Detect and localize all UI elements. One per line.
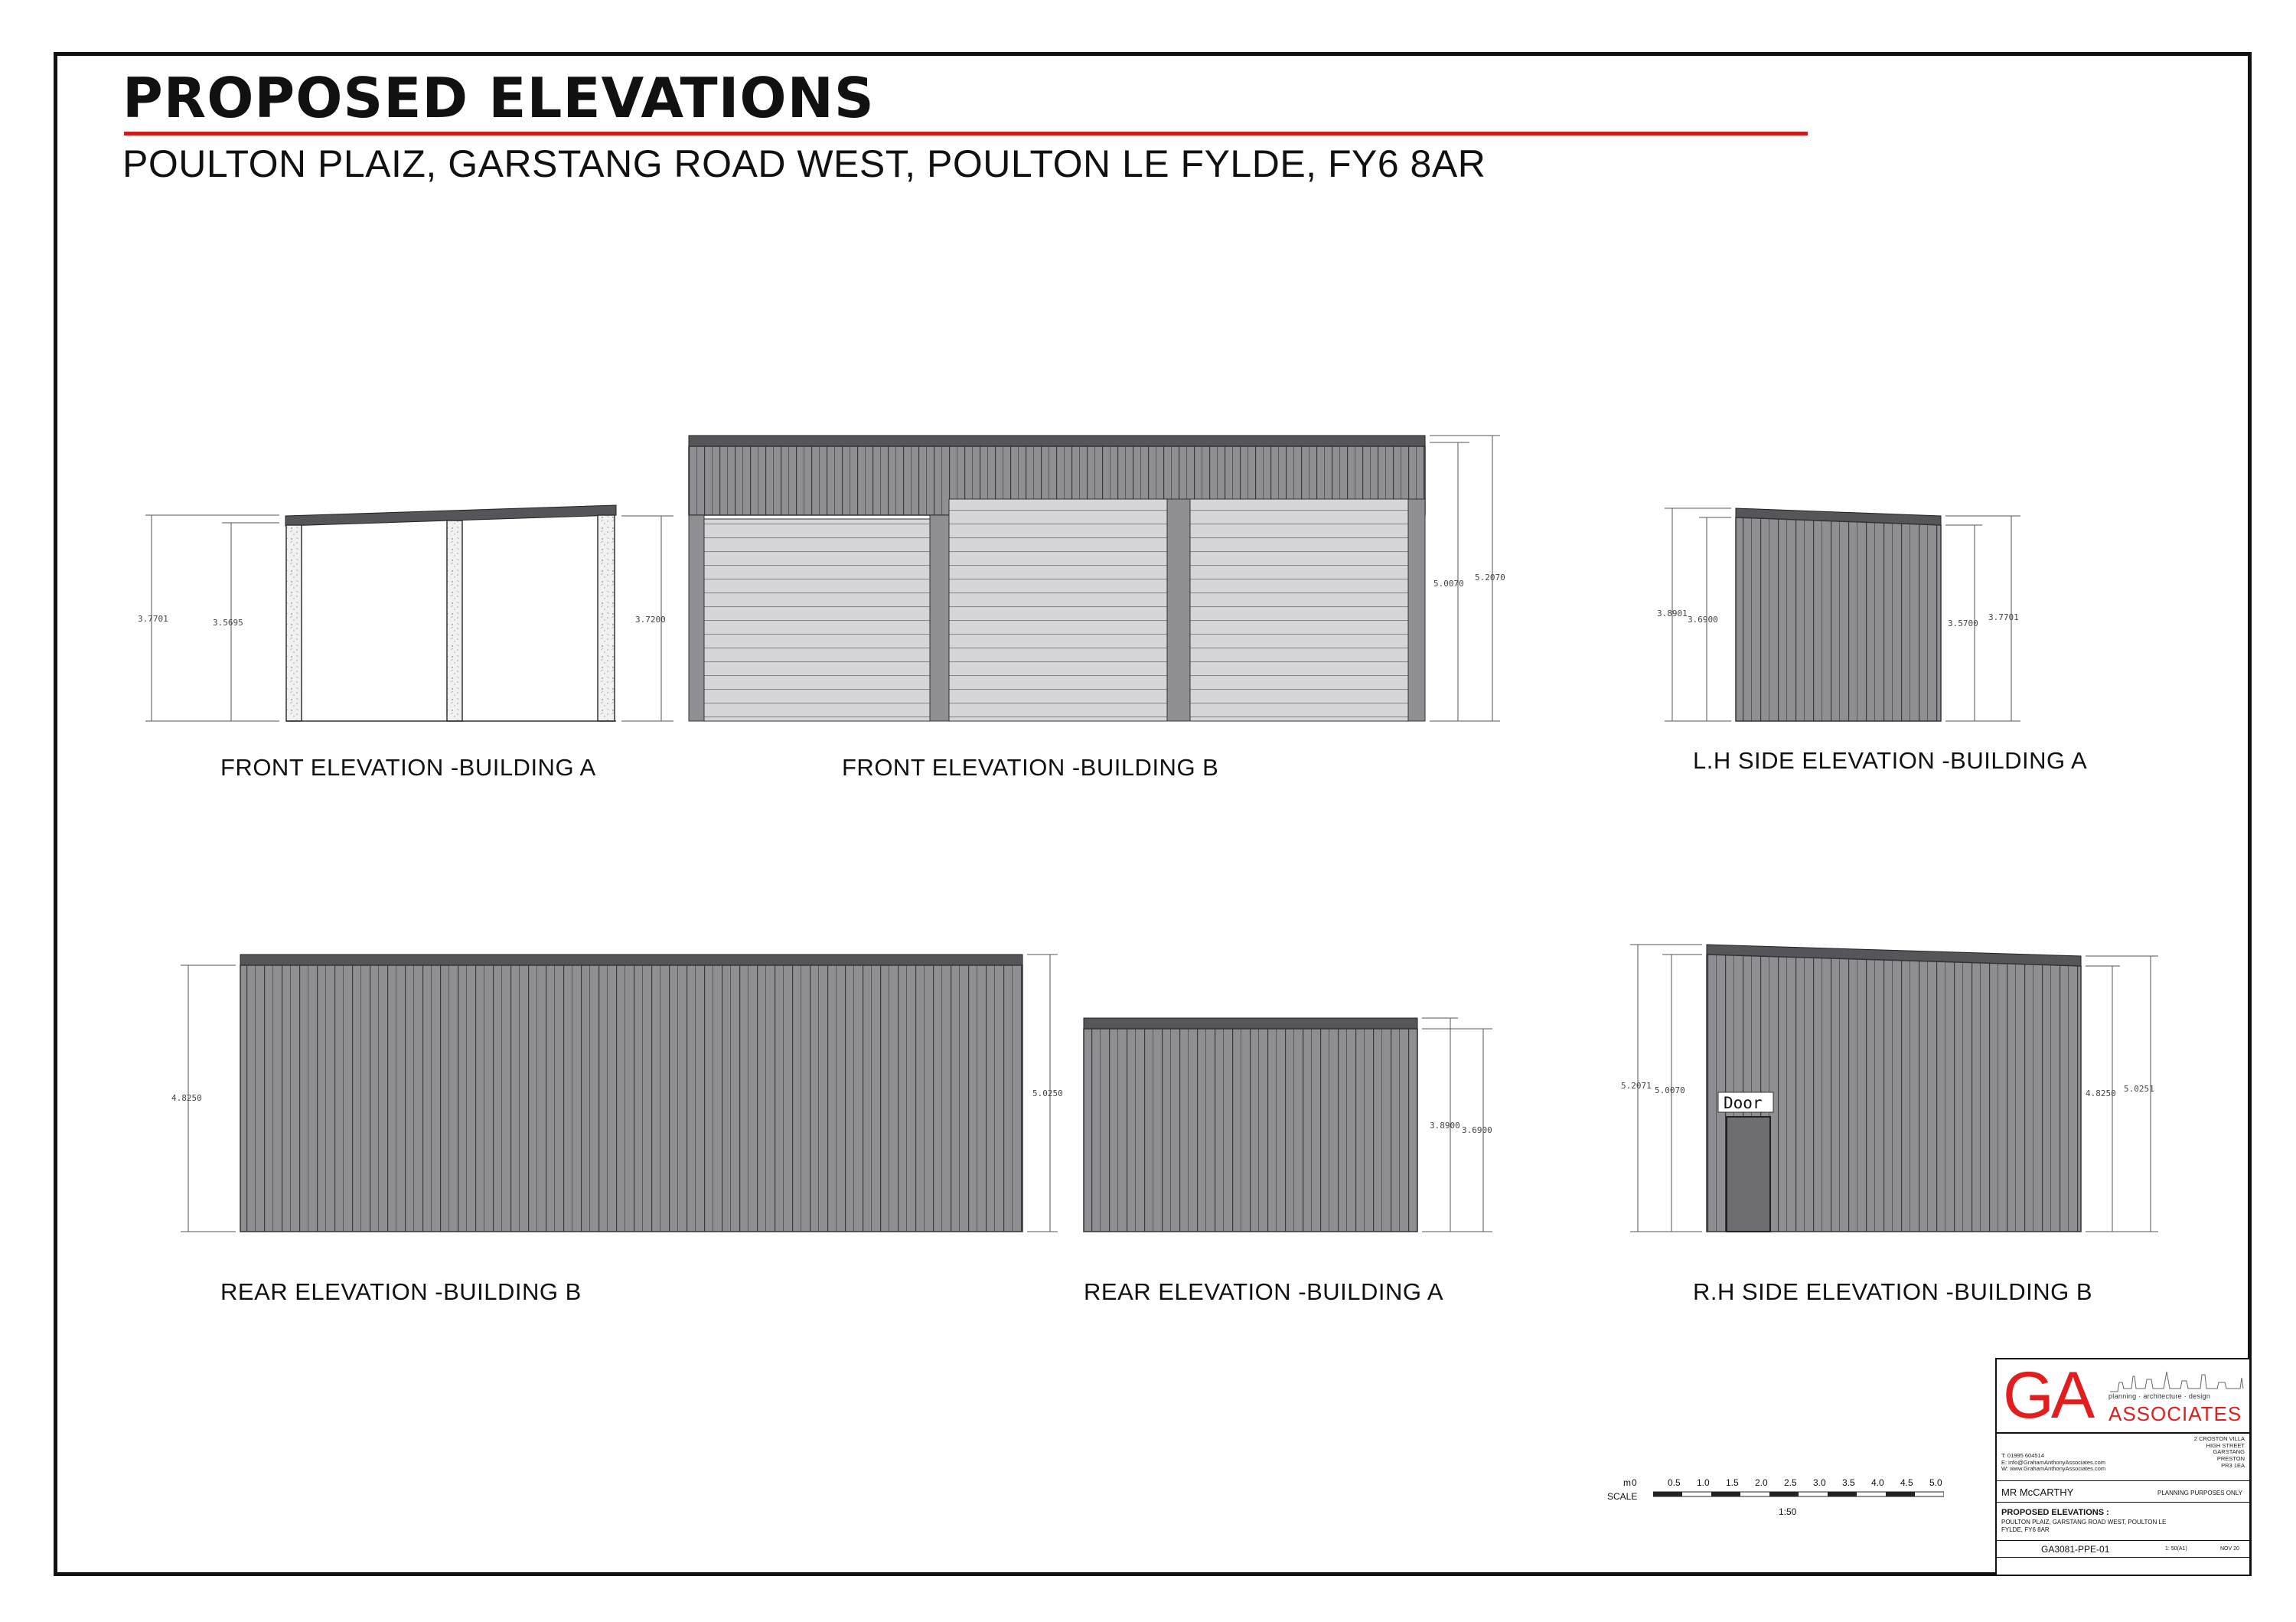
scale-ruler <box>1653 1490 1944 1499</box>
wall-cladding <box>1084 1029 1417 1232</box>
divider <box>1997 1480 2249 1481</box>
dimension-text: 5.0250 <box>1032 1088 1063 1098</box>
office-address: 2 CROSTON VILLA HIGH STREET GARSTANG PRESTON PR3 1EA <box>2193 1435 2245 1469</box>
divider <box>1997 1557 2249 1558</box>
logo-word: ASSOCIATES <box>2108 1402 2242 1425</box>
company-logo <box>1997 1359 2249 1434</box>
dimension-text: 5.2070 <box>1475 573 1505 583</box>
front-elevation-building-b <box>689 436 1505 721</box>
scale-unit: m <box>1623 1477 1631 1488</box>
dimension-text: 5.0251 <box>2124 1084 2154 1094</box>
scale-tick: 2.0 <box>1755 1477 1768 1488</box>
scale-tick: 0 <box>1632 1477 1637 1488</box>
elevation-label: REAR ELEVATION -BUILDING B <box>220 1278 582 1305</box>
rear-elevation-building-b <box>171 955 1063 1232</box>
column <box>1167 499 1190 721</box>
dimension-text: 3.5695 <box>213 618 243 628</box>
title-block <box>1995 1358 2251 1576</box>
front-elevation-building-a <box>138 505 673 721</box>
dimension-text: 3.7200 <box>635 615 666 625</box>
scale-bar <box>1607 1477 1959 1531</box>
dimension-text: 5.0070 <box>1655 1085 1685 1095</box>
dimension-text: 3.5700 <box>1948 618 1978 628</box>
skyline-icon <box>2110 1369 2245 1393</box>
dimension-text: 4.8250 <box>2086 1088 2116 1098</box>
rh-side-elevation-building-b <box>1621 945 2158 1232</box>
roof-fascia <box>689 436 1425 446</box>
column <box>930 515 949 721</box>
client-name: MR McCARTHY <box>2001 1487 2074 1498</box>
right-column <box>1408 499 1425 721</box>
roller-shutter <box>949 499 1167 721</box>
divider <box>1997 1540 2249 1541</box>
right-post <box>598 515 615 721</box>
dimension-text: 3.7701 <box>1988 612 2019 622</box>
elevation-label: FRONT ELEVATION -BUILDING B <box>842 754 1219 781</box>
dimension-text: 3.7701 <box>138 614 168 624</box>
left-column <box>689 515 704 721</box>
drawing-scale: 1: 50(A1) <box>2165 1546 2187 1552</box>
left-post <box>286 525 302 721</box>
divider <box>1997 1502 2249 1503</box>
door <box>1727 1117 1770 1232</box>
dimension-text: 3.8901 <box>1657 609 1688 618</box>
scale-ratio: 1:50 <box>1779 1506 1797 1517</box>
logo-letters: GA <box>2003 1359 2092 1432</box>
dimension-text: 5.0070 <box>1433 579 1464 589</box>
door-label: Door <box>1724 1094 1763 1112</box>
scale-tick: 1.0 <box>1697 1477 1710 1488</box>
dimension-text: 3.6900 <box>1688 615 1718 625</box>
scale-tick: 4.0 <box>1871 1477 1884 1488</box>
dimension-text: 3.8900 <box>1430 1121 1460 1131</box>
scale-word: SCALE <box>1607 1491 1638 1502</box>
drawing-address: POULTON PLAIZ, GARSTANG ROAD WEST, POULTON LE FYLDE, FY6 8AR <box>2001 1519 2167 1533</box>
scale-tick: 3.0 <box>1813 1477 1826 1488</box>
contact-details: T: 01995 604514 E: info@GrahamAnthonyAssociates.com W: www.GrahamAnthonyAssociates.com <box>2001 1452 2106 1473</box>
scale-tick: 1.5 <box>1726 1477 1739 1488</box>
elevation-label: REAR ELEVATION -BUILDING A <box>1084 1278 1444 1305</box>
dimension-text: 5.2071 <box>1621 1081 1652 1091</box>
dimension-text: 3.6900 <box>1462 1125 1492 1135</box>
drawing-title: PROPOSED ELEVATIONS : <box>2001 1508 2109 1517</box>
page-title: PROPOSED ELEVATIONS <box>122 66 875 130</box>
scale-tick: 2.5 <box>1784 1477 1797 1488</box>
rear-elevation-building-a <box>1084 1018 1492 1232</box>
wall-cladding <box>1736 517 1941 721</box>
dimension-text: 4.8250 <box>171 1093 202 1103</box>
site-address: POULTON PLAIZ, GARSTANG ROAD WEST, POULTON LE FYLDE, FY6 8AR <box>122 142 1486 185</box>
logo-tagline: planning · architecture · design <box>2108 1392 2211 1400</box>
scale-tick: 0.5 <box>1668 1477 1681 1488</box>
drawing-status: PLANNING PURPOSES ONLY <box>2157 1490 2242 1496</box>
elevation-label: R.H SIDE ELEVATION -BUILDING B <box>1693 1278 2093 1305</box>
scale-tick: 5.0 <box>1929 1477 1942 1488</box>
elevation-label: L.H SIDE ELEVATION -BUILDING A <box>1693 747 2088 774</box>
drawing-date: NOV 20 <box>2220 1546 2239 1552</box>
elevation-label: FRONT ELEVATION -BUILDING A <box>220 754 596 781</box>
scale-tick: 4.5 <box>1900 1477 1913 1488</box>
scale-tick: 3.5 <box>1842 1477 1855 1488</box>
drawing-number: GA3081-PPE-01 <box>2041 1544 2110 1555</box>
roller-shutter <box>1190 499 1408 721</box>
middle-post <box>447 521 462 721</box>
roof-fascia <box>240 955 1022 965</box>
roof-fascia <box>1084 1018 1417 1029</box>
lh-side-elevation-building-a <box>1657 508 2020 721</box>
roller-shutter <box>704 519 930 721</box>
wall-cladding <box>240 965 1022 1232</box>
